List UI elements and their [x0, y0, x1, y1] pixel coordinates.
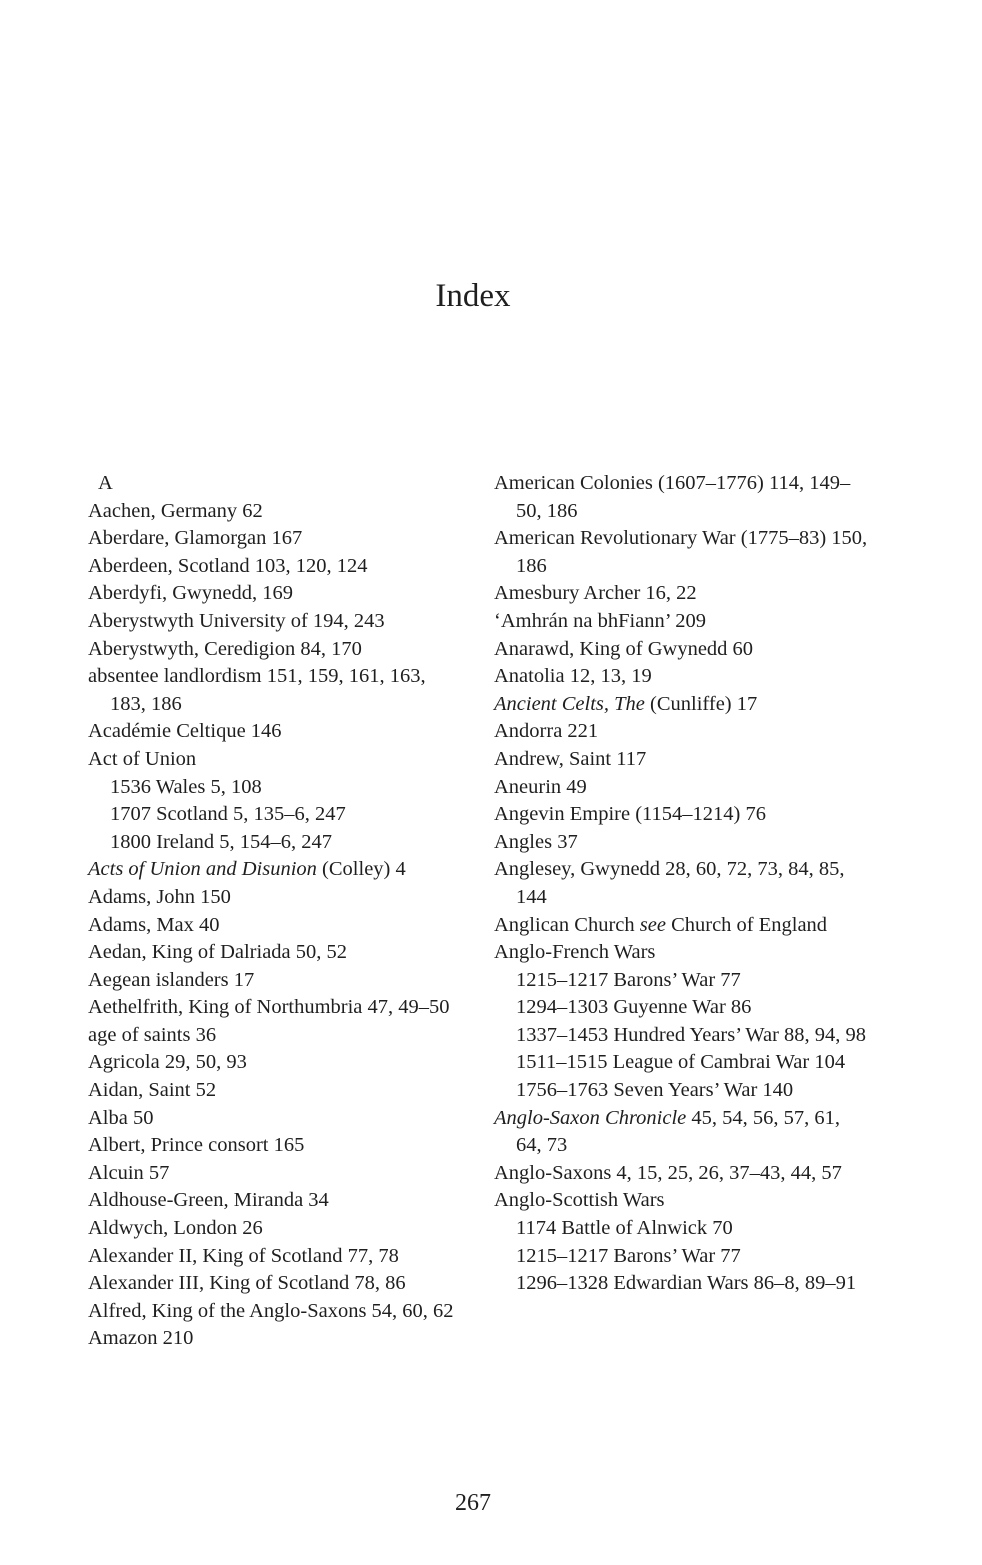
index-entry-pages: 45, 54, 56, 57, 61, 64, 73	[516, 1106, 840, 1157]
index-entry: Aldwych, London 26	[88, 1217, 263, 1240]
index-entry: Angles 37	[494, 830, 578, 853]
index-entry: Aberystwyth, Ceredigion 84, 170	[88, 637, 362, 660]
index-entry: Anglo-French Wars	[494, 941, 656, 964]
index-entry: Anglo-Saxons 4, 15, 25, 26, 37–43, 44, 57	[494, 1161, 842, 1184]
index-entry: Albert, Prince consort 165	[88, 1134, 305, 1157]
index-entry: Aachen, Germany 62	[88, 499, 263, 522]
index-entry: Amazon 210	[88, 1327, 194, 1350]
index-entry-text: Anglican Church	[494, 913, 640, 936]
index-subentry: 1707 Scotland 5, 135–6, 247	[110, 803, 346, 826]
index-entry: Alba 50	[88, 1106, 154, 1129]
index-entry: American Colonies (1607–1776) 114, 149–50, 186	[494, 472, 851, 522]
index-entry: Andorra 221	[494, 720, 599, 743]
index-entry: Anglesey, Gwynedd 28, 60, 72, 73, 84, 85, 144	[494, 858, 845, 908]
index-entry: American Revolutionary War (1775–83) 150, 186	[494, 527, 868, 577]
index-entry: Anatolia 12, 13, 19	[494, 665, 652, 688]
index-entry: Aberdare, Glamorgan 167	[88, 527, 303, 550]
index-entry: Act of Union	[88, 747, 197, 770]
index-entry: Adams, John 150	[88, 885, 231, 908]
index-entry-title: Anglo-Saxon Chronicle	[494, 1106, 687, 1129]
index-entry: Alfred, King of the Anglo-Saxons 54, 60, 62	[88, 1299, 454, 1322]
index-entry: Aegean islanders 17	[88, 968, 255, 991]
index-entry: Alexander III, King of Scotland 78, 86	[88, 1272, 406, 1295]
index-subentry: 1215–1217 Barons’ War 77	[516, 968, 741, 991]
index-letter-heading: A	[98, 472, 113, 494]
index-entry: absentee landlordism 151, 159, 161, 163, 183, 186	[88, 665, 426, 715]
index-entry: Aldhouse-Green, Miranda 34	[88, 1189, 329, 1212]
index-subentry: 1296–1328 Edwardian Wars 86–8, 89–91	[516, 1272, 857, 1295]
index-subentry: 1511–1515 League of Cambrai War 104	[516, 1051, 846, 1074]
index-entry-pages: (Colley) 4	[316, 858, 406, 881]
index-entry: Andrew, Saint 117	[494, 747, 647, 770]
index-entry	[494, 1105, 869, 1160]
index-entry: age of saints 36	[88, 1023, 217, 1046]
index-entry-title: Ancient Celts, The	[494, 692, 645, 715]
index-subentry: 1536 Wales 5, 108	[110, 775, 262, 798]
index-entry: Aberdyfi, Gwynedd, 169	[88, 582, 293, 605]
index-entry-pages: (Cunliffe) 17	[644, 692, 758, 715]
index-entry: Aneurin 49	[494, 775, 587, 798]
index-entry: Anglo-Scottish Wars	[494, 1189, 665, 1212]
index-entry-text: Church of England	[665, 913, 828, 936]
index-entry: Aethelfrith, King of Northumbria 47, 49–50	[88, 996, 450, 1019]
index-entry: Angevin Empire (1154–1214) 76	[494, 803, 766, 826]
index-entry: Aedan, King of Dalriada 50, 52	[88, 941, 348, 964]
index-entry: Adams, Max 40	[88, 913, 220, 936]
index-entry	[88, 856, 460, 884]
index-entry: Agricola 29, 50, 93	[88, 1051, 247, 1074]
index-entry-title: Acts of Union and Disunion	[88, 858, 317, 881]
index-entry: Amesbury Archer 16, 22	[494, 582, 697, 605]
index-entry: Alcuin 57	[88, 1161, 170, 1184]
index-subentry: 1800 Ireland 5, 154–6, 247	[110, 830, 333, 853]
page-title: Index	[435, 278, 511, 314]
page-number: 267	[455, 1490, 491, 1516]
index-entry	[494, 912, 869, 940]
index-entry: Alexander II, King of Scotland 77, 78	[88, 1244, 399, 1267]
index-entry: ‘Amhrán na bhFiann’ 209	[494, 609, 706, 632]
index-entry: Aidan, Saint 52	[88, 1079, 217, 1102]
index-subentry: 1294–1303 Guyenne War 86	[516, 996, 752, 1019]
index-subentry: 1174 Battle of Alnwick 70	[516, 1217, 733, 1240]
index-subentry: 1756–1763 Seven Years’ War 140	[516, 1079, 794, 1102]
index-entry	[494, 691, 869, 719]
index-entry: Académie Celtique 146	[88, 720, 282, 743]
index-entry: Aberystwyth University of 194, 243	[88, 609, 385, 632]
index-entry: Anarawd, King of Gwynedd 60	[494, 637, 754, 660]
index-subentry: 1337–1453 Hundred Years’ War 88, 94, 98	[516, 1023, 867, 1046]
index-cross-reference: see	[639, 913, 666, 936]
index-column-right	[494, 470, 869, 1298]
index-column-left	[88, 470, 460, 1353]
index-subentry: 1215–1217 Barons’ War 77	[516, 1244, 741, 1267]
index-entry: Aberdeen, Scotland 103, 120, 124	[88, 554, 368, 577]
